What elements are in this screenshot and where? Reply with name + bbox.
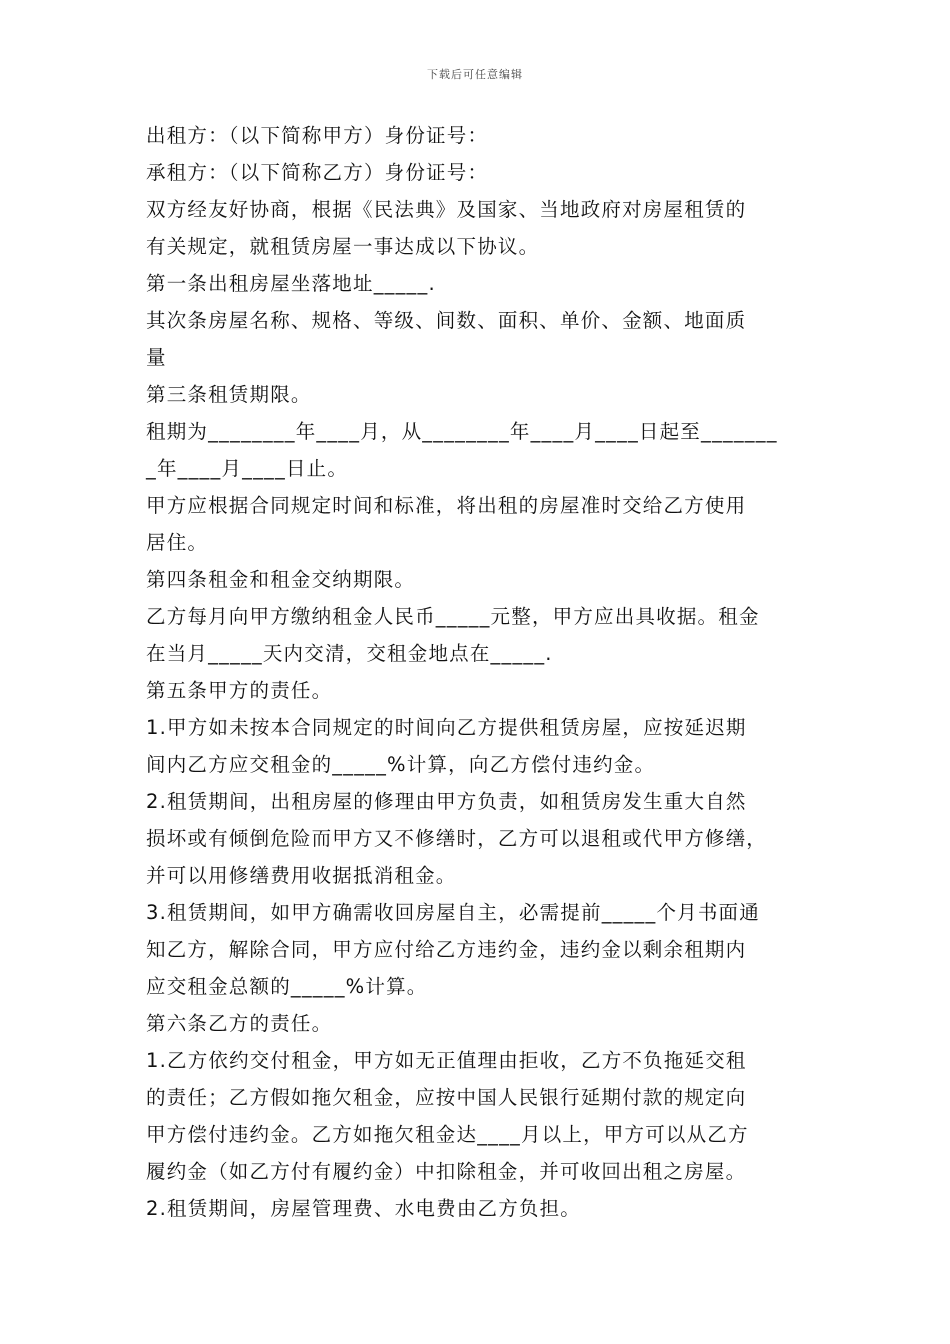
contract-line: 2.租赁期间，房屋管理费、水电费由乙方负担。	[146, 1197, 582, 1220]
contract-line: 3.租赁期间，如甲方确需收回房屋自主，必需提前_____个月书面通	[146, 901, 760, 924]
contract-line: 应交租金总额的_____%计算。	[146, 975, 428, 998]
contract-line: 出租方：（以下简称甲方）身份证号：	[146, 124, 489, 147]
contract-line: 第一条出租房屋坐落地址_____.	[146, 272, 436, 295]
contract-line: 有关规定，就租赁房屋一事达成以下协议。	[146, 235, 540, 258]
page-header-note: 下载后可任意编辑	[427, 68, 523, 81]
contract-line: 履约金（如乙方付有履约金）中扣除租金，并可收回出租之房屋。	[146, 1160, 747, 1183]
contract-line: 损坏或有倾倒危险而甲方又不修缮时，乙方可以退租或代甲方修缮，	[146, 827, 768, 850]
contract-line: 双方经友好协商，根据《民法典》及国家、当地政府对房屋租赁的	[146, 198, 747, 221]
contract-line: 1.甲方如未按本合同规定的时间向乙方提供租赁房屋，应按延迟期	[146, 716, 747, 739]
contract-line: 知乙方，解除合同，甲方应付给乙方违约金，违约金以剩余租期内	[146, 938, 747, 961]
contract-line: 并可以用修缮费用收据抵消租金。	[146, 864, 457, 887]
contract-line: 其次条房屋名称、规格、等级、间数、面积、单价、金额、地面质	[146, 309, 747, 332]
contract-line: 租期为________年____月，从________年____月____日起至_______	[146, 420, 778, 443]
contract-line: 乙方每月向甲方缴纳租金人民币_____元整，甲方应出具收据。租金	[146, 605, 760, 628]
contract-line: 居住。	[146, 531, 209, 554]
contract-line: 甲方偿付违约金。乙方如拖欠租金达____月以上，甲方可以从乙方	[146, 1123, 749, 1146]
contract-line: _年____月____日止。	[146, 457, 349, 480]
contract-line: 甲方应根据合同规定时间和标准，将出租的房屋准时交给乙方使用	[146, 494, 747, 517]
contract-line: 第五条甲方的责任。	[146, 679, 333, 702]
contract-line: 第六条乙方的责任。	[146, 1012, 333, 1035]
contract-body	[146, 117, 826, 1227]
contract-line: 承租方：（以下简称乙方）身份证号：	[146, 161, 489, 184]
contract-line: 第三条租赁期限。	[146, 383, 312, 406]
contract-line: 2.租赁期间，出租房屋的修理由甲方负责，如租赁房发生重大自然	[146, 790, 747, 813]
contract-line: 量	[146, 346, 167, 369]
contract-line: 第四条租金和租金交纳期限。	[146, 568, 416, 591]
contract-line: 在当月_____天内交清，交租金地点在_____.	[146, 642, 553, 665]
contract-line: 1.乙方依约交付租金，甲方如无正值理由拒收，乙方不负拖延交租	[146, 1049, 747, 1072]
contract-line: 间内乙方应交租金的_____%计算，向乙方偿付违约金。	[146, 753, 656, 776]
contract-line: 的责任；乙方假如拖欠租金，应按中国人民银行延期付款的规定向	[146, 1086, 747, 1109]
